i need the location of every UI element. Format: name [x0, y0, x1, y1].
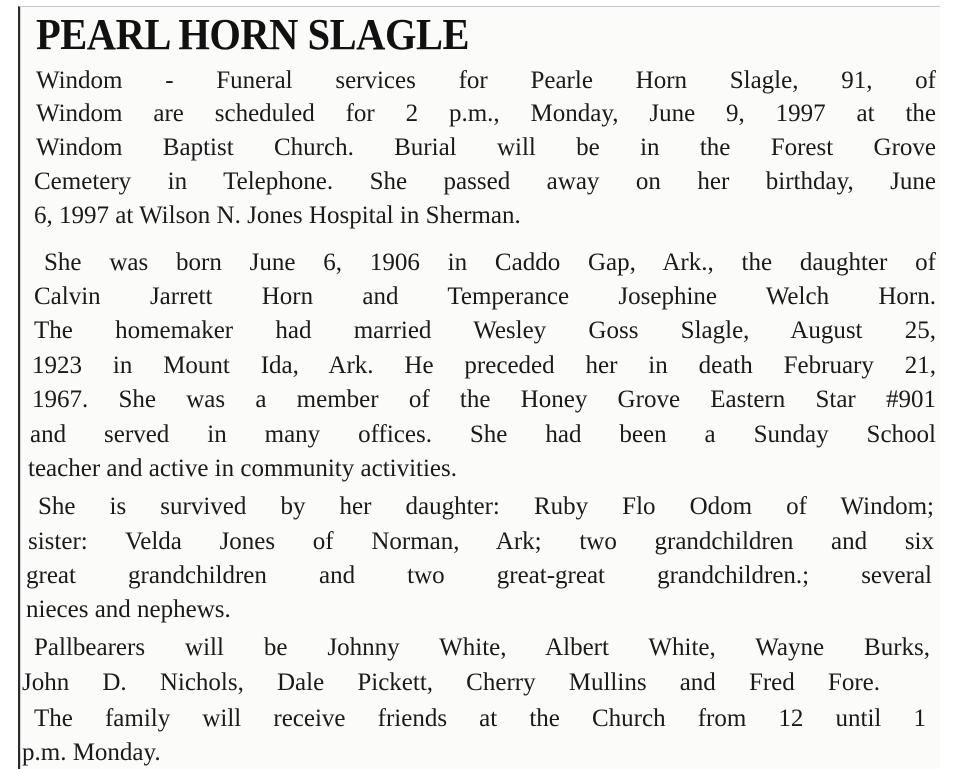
- text-line: She is survived by her daughter: Ruby Flo Odom of Windom;: [38, 493, 934, 520]
- text-line: nieces and nephews.: [26, 596, 231, 623]
- text-line: The family will receive friends at the Church from 12 until 1: [34, 705, 926, 732]
- text-line: 1923 in Mount Ida, Ark. He preceded her in death February 21,: [32, 352, 936, 379]
- text-line: 1967. She was a member of the Honey Grove Eastern Star #901: [32, 386, 936, 413]
- text-line: Windom are scheduled for 2 p.m., Monday, June 9, 1997 at the: [36, 100, 936, 127]
- text-line: She was born June 6, 1906 in Caddo Gap, Ark., the daughter of: [44, 249, 936, 276]
- text-line: sister: Velda Jones of Norman, Ark; two grandchildren and six: [28, 528, 934, 555]
- text-line: Windom Baptist Church. Burial will be in the Forest Grove: [36, 134, 936, 161]
- text-line: great grandchildren and two great-great grandchildren.; several: [26, 562, 932, 589]
- newspaper-clipping: [18, 6, 940, 769]
- text-line: p.m. Monday.: [22, 739, 161, 766]
- text-line: Windom - Funeral services for Pearle Horn Slagle, 91, of: [36, 67, 936, 94]
- text-line: and served in many offices. She had been a Sunday School: [30, 421, 936, 448]
- text-line: Cemetery in Telephone. She passed away on her birthday, June: [34, 168, 936, 195]
- text-line: Pallbearers will be Johnny White, Albert White, Wayne Burks,: [34, 634, 930, 661]
- text-line: 6, 1997 at Wilson N. Jones Hospital in Sherman.: [34, 202, 521, 229]
- text-line: teacher and active in community activities.: [28, 455, 458, 482]
- obituary-headline: PEARL HORN SLAGLE: [36, 10, 470, 59]
- text-line: Calvin Jarrett Horn and Temperance Josephine Welch Horn.: [34, 283, 936, 310]
- text-line: John D. Nichols, Dale Pickett, Cherry Mullins and Fred Fore.: [22, 669, 880, 696]
- text-line: The homemaker had married Wesley Goss Slagle, August 25,: [34, 317, 936, 344]
